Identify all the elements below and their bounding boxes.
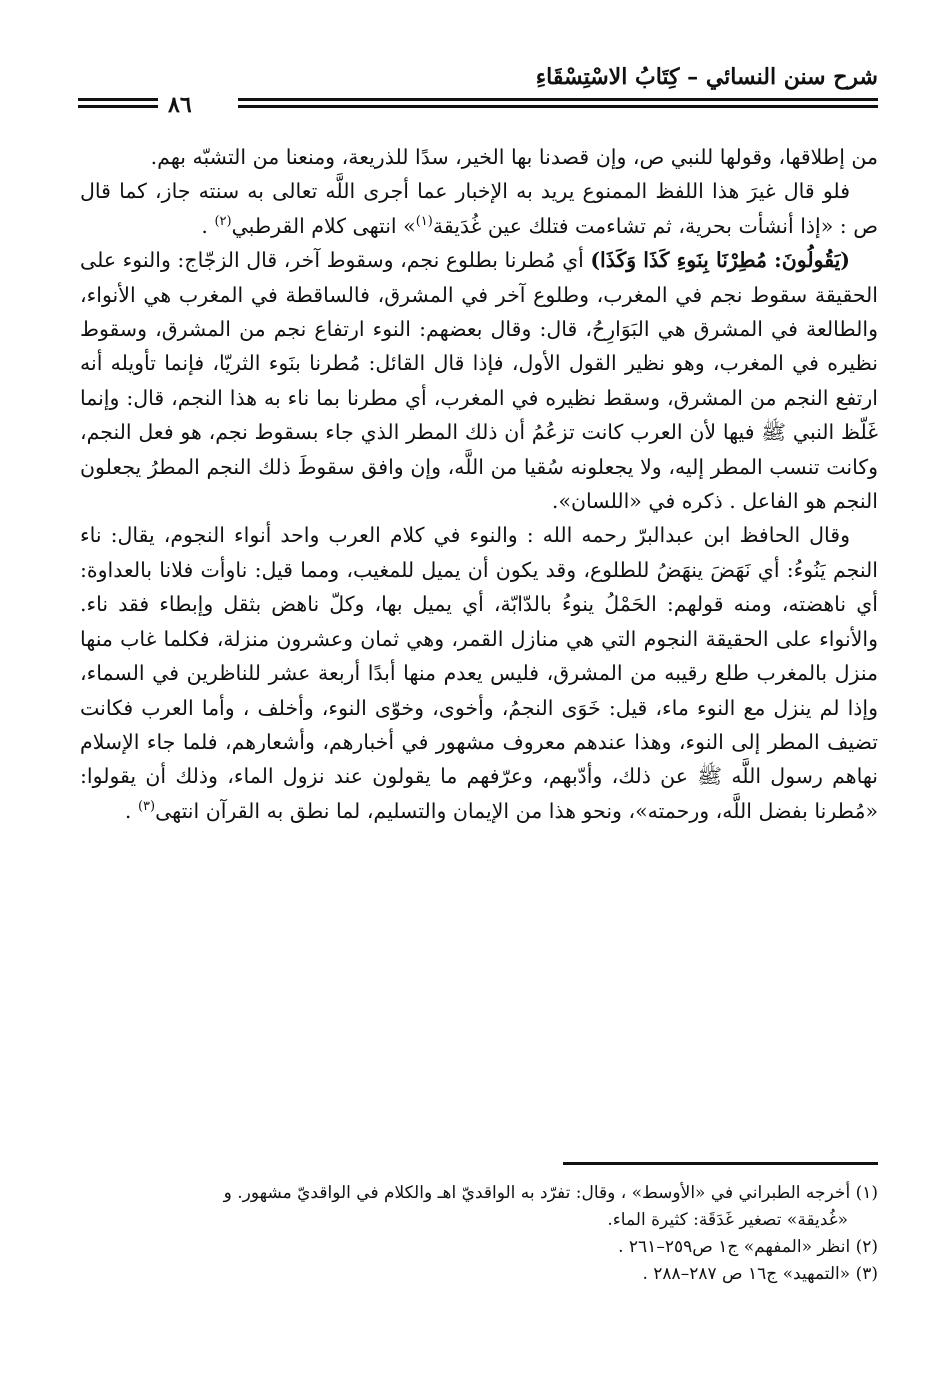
footnote-separator: [563, 1162, 878, 1165]
footnote-1-continued: «غُديقة» تصغير غَدَقَة: كثيرة الماء.: [607, 1210, 848, 1230]
footnote-ref-2: (٢): [214, 213, 232, 229]
paragraph-2: فلو قال غيرَ هذا اللفظ الممنوع يريد به الإخبار عما أجرى اللَّه تعالى به سنته جاز، كما قال ص : «إذا أنشأت بحرية، ثم تشاءمت فتلك عين غُدَيقة$^{(١)}$» انتهى كلام القرطبي$^{(٢)}$ .: [80, 179, 878, 238]
hadith-quote: (يَقُولُونَ: مُطِرْنَا بِنَوءِ كَذَا وَكَذَا): [590, 248, 850, 273]
header-rule-short-bottom: [78, 105, 158, 108]
page-header: [78, 58, 878, 128]
main-text: [80, 140, 878, 828]
paragraph-1: من إطلاقها، وقولها للنبي ص، وإن قصدنا بها الخير، سدًا للذريعة، ومنعنا من التشبّه بهم.: [150, 145, 878, 169]
footnote-3: (٣) «التمهيد» ج١٦ ص ٢٨٧–٢٨٨ .: [642, 1264, 878, 1284]
header-rule-short-top: [78, 98, 158, 101]
footnote-1: (١) أخرجه الطبراني في «الأوسط» ، وقال: تفرّد به الواقديّ اهـ والكلام في الواقديّ مشهور. و: [223, 1183, 878, 1203]
footnote-ref-3: (٣): [137, 798, 156, 814]
running-title: شرح سنن النسائي – كِتَابُ الاسْتِسْقَاءِ: [535, 64, 878, 90]
footnote-ref-1: (١): [415, 213, 433, 229]
header-rule-top: [238, 98, 878, 101]
paragraph-3: (يَقُولُونَ: مُطِرْنَا بِنَوءِ كَذَا وَكَذَا) أي مُطرنا بطلوع نجم، وسقوط آخر، قال الزجّاج: والنوء على الحقيقة سقوط نجم في المغرب، وطلوع آخر في المشرق، فالساقطة في المغرب هي الأنواء، والطالعة في المشرق هي البَوَارِحُ، قال: وقال بعضهم: النوء ارتفاع نجم من المشرق، وسقوط نظيره في المغرب، وهو نظير القول الأول، فإذا قال القائل: مُطرنا بنَوء الثريّا، فإنما تأويله أنه ارتفع النجم من المشرق، وسقط نظيره في المغرب، أي مطرنا بما ناء به هذا النجم، قال: وإنما غَلّظ النبي ﷺ فيها لأن العرب كانت تزعُمُ أن ذلك المطر الذي جاء بسقوط نجم، هو فعل النجم، وكانت تنسب المطر إليه، ولا يجعلونه سُقيا من اللَّه، وإن وافق سقوطَ ذلك النجم المطرُ يجعلون النجم هو الفاعل . ذكره في «اللسان».: [80, 248, 878, 514]
footnote-2: (٢) انظر «المفهم» ج١ ص٢٥٩–٢٦١ .: [618, 1237, 878, 1257]
paragraph-4: وقال الحافظ ابن عبدالبرّ رحمه الله : والنوء في كلام العرب واحد أنواء النجوم، يقال: ناء النجم يَنُوءُ: أي نَهَضَ ينهَضُ للطلوع، وقد يكون أن يميل للمغيب، ومما قيل: ناوأت فلانا بالعداوة: أي ناهضته، ومنه قولهم: الحَمْلُ ينوءُ بالدّابّة، أي يميل بها، وكلّ ناهض بثقل وإبطاء فقد ناء. والأنواء على الحقيقة النجوم التي هي منازل القمر، وهي ثمان وعشرون منزلة، فكلما غاب منها منزل بالمغرب طلع رقيبه من المشرق، فليس يعدم منها أبدًا أربعة عشر للناظرين في السماء، وإذا لم ينزل مع النوء ماء، قيل: خَوَى النجمُ، وأخوى، وخوّى النوء، وأخلف ، وأما العرب فكانت تضيف المطر إلى النوء، وهذا عندهم معروف مشهور في أخبارهم، وأشعارهم، فلما جاء الإسلام نهاهم رسول اللَّه ﷺ عن ذلك، وأدّبهم، وعرّفهم ما يقولون عند نزول الماء، وذلك أن يقولوا: «مُطرنا بفضل اللَّه، ورحمته»، ونحو هذا من الإيمان والتسليم، لما نطق به القرآن انتهى$^{(٣)}$ .: [80, 523, 878, 823]
page-number: ٨٦: [168, 92, 192, 118]
footnotes: [80, 1180, 878, 1288]
header-rule-bottom: [238, 105, 878, 108]
